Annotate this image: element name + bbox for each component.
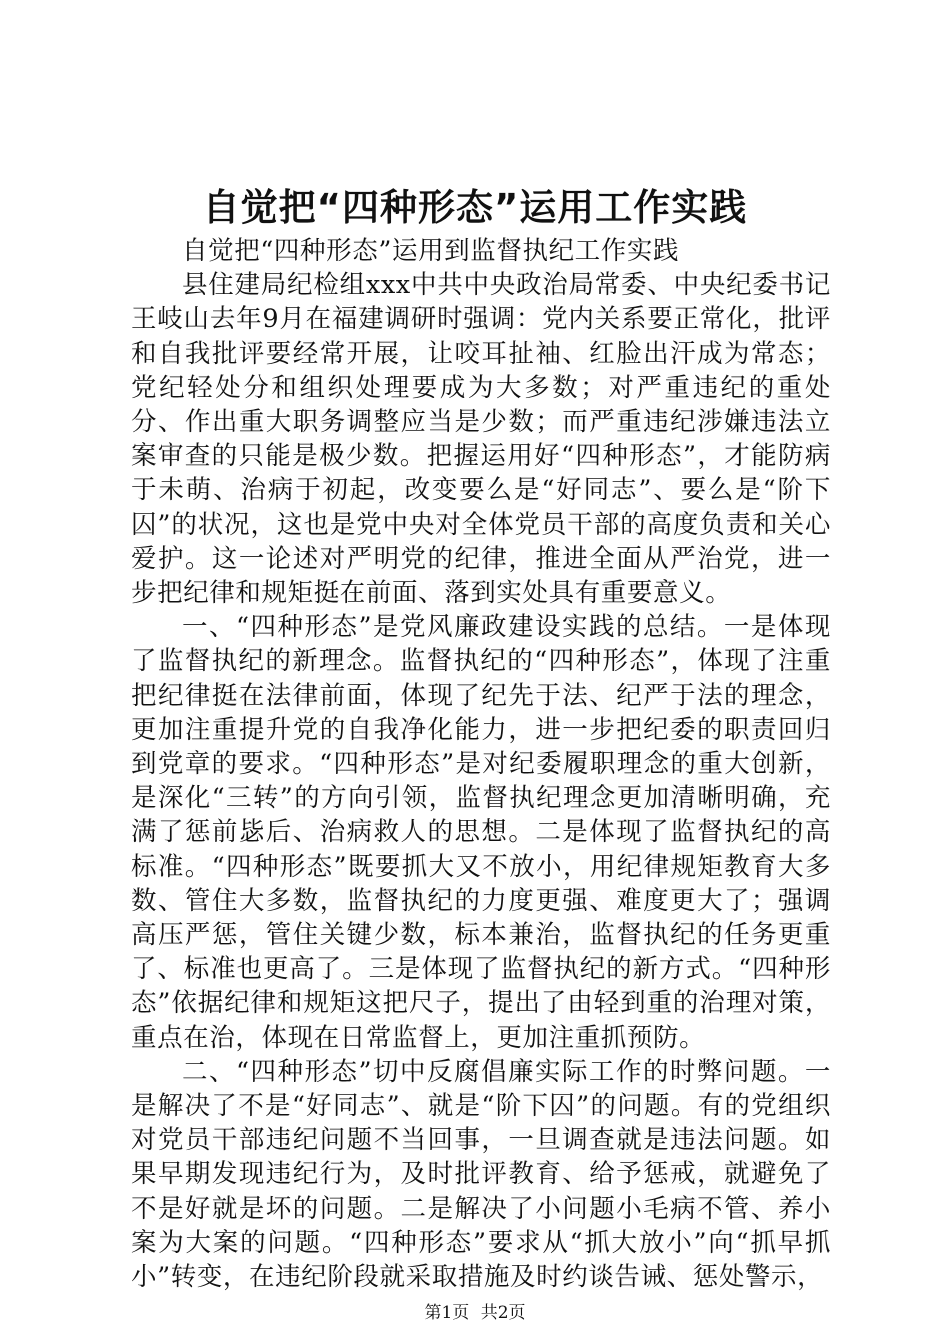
body-paragraph: 县住建局纪检组xxx中共中央政治局常委、中央纪委书记王岐山去年9月在福建调研时强调：党内关系要正常化，批评和自我批评要经常开展，让咬耳扯袖、红脸出汗成为常态；党纪轻处分和组织处理要成为大多数；对严重违纪的重处分、作出重大职务调整应当是少数；而严重违纪涉嫌违法立案审查的只能是极少数。把握运用好“四种形态”，才能防病于未萌、治病于初起，改变要么是“好同志”、要么是“阶下囚”的状况，这也是党中央对全体党员干部的高度负责和关心爱护。这一论述对严明党的纪律，推进全面从严治党，进一步把纪律和规矩挺在前面、落到实处具有重要意义。 bbox=[131, 270, 831, 609]
page-footer bbox=[0, 1302, 950, 1324]
document-title: 自觉把“四种形态”运用工作实践 bbox=[202, 186, 748, 229]
subtitle-paragraph: 自觉把“四种形态”运用到监督执纪工作实践 bbox=[182, 236, 680, 266]
body-paragraph: 二、“四种形态”切中反腐倡廉实际工作的时弊问题。一是解决了不是“好同志”、就是“阶下囚”的问题。有的党组织对党员干部违纪问题不当回事，一旦调查就是违法问题。如果早期发现违纪行为，及时批评教育、给予惩戒，就避免了不是好就是坏的问题。二是解决了小问题小毛病不管、养小案为大案的问题。“四种形态”要求从“抓大放小”向“抓早抓小”转变，在违纪阶段就采取措施及时约谈告诫、惩处警示， bbox=[131, 1056, 831, 1293]
page-total: 共2页 bbox=[480, 1303, 526, 1323]
body-paragraph: 一、“四种形态”是党风廉政建设实践的总结。一是体现了监督执纪的新理念。监督执纪的“四种形态”，体现了注重把纪律挺在法律前面，体现了纪先于法、纪严于法的理念，更加注重提升党的自我净化能力，进一步把纪委的职责回归到党章的要求。“四种形态”是对纪委履职理念的重大创新，是深化“三转”的方向引领，监督执纪理念更加清晰明确，充满了惩前毖后、治病救人的思想。二是体现了监督执纪的高标准。“四种形态”既要抓大又不放小，用纪律规矩教育大多数、管住大多数，监督执纪的力度更强、难度更大了；强调高压严惩，管住关键少数，标本兼治，监督执纪的任务更重了、标准也更高了。三是体现了监督执纪的新方式。“四种形态”依据纪律和规矩这把尺子，提出了由轻到重的治理对策，重点在治，体现在日常监督上，更加注重抓预防。 bbox=[131, 612, 831, 1053]
page-number: 第1页 bbox=[424, 1303, 470, 1323]
document-body bbox=[131, 234, 831, 1294]
